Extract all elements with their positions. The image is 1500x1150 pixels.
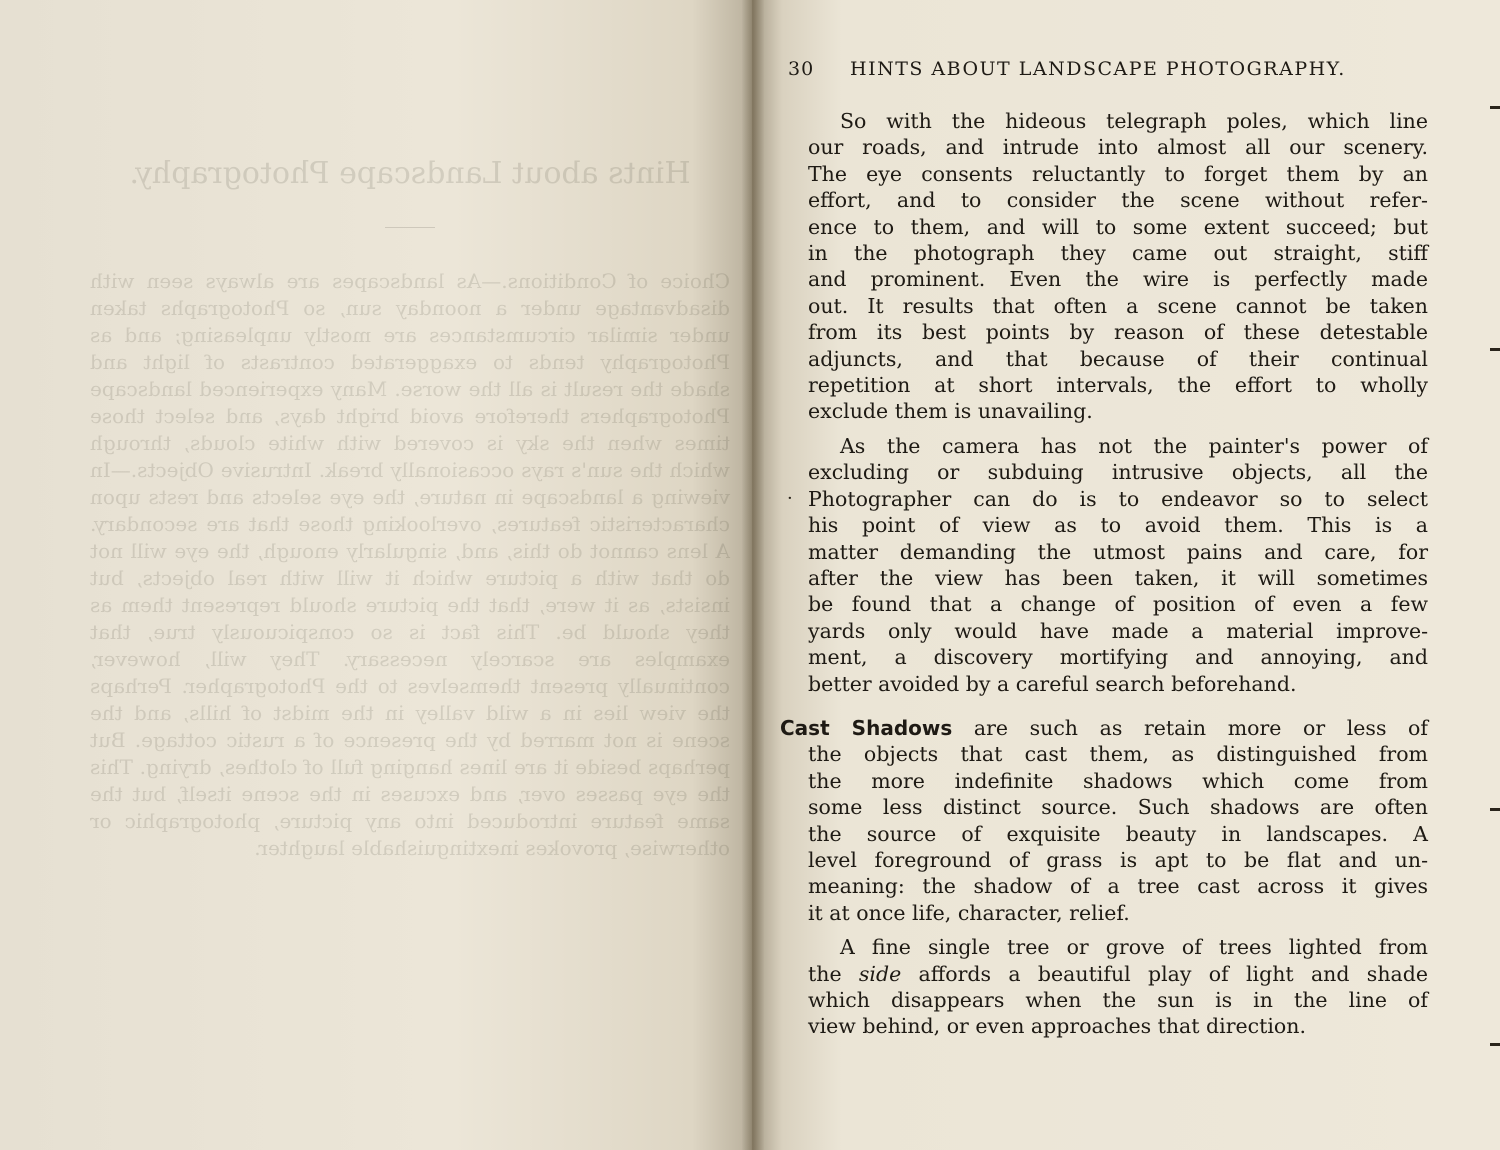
text-line: Photographer can do is to endeavor so to select xyxy=(808,486,1428,511)
text-line: ment, a discovery mortifying and annoying, and xyxy=(808,645,1428,670)
text-line: which disappears when the sun is in the line of xyxy=(808,988,1428,1012)
text-line: effort, and to consider the scene without refer- xyxy=(808,188,1428,213)
text-line: the source of exquisite beauty in landscapes. A xyxy=(808,821,1428,846)
running-head xyxy=(788,58,1368,86)
text-line: in the photograph they came out straight, stiff xyxy=(808,241,1428,266)
text-line: after the view has been taken, it will sometimes xyxy=(808,565,1428,590)
margin-mark: · xyxy=(787,488,793,509)
page-edge-mark xyxy=(1490,348,1500,351)
text-line: the objects that cast them, as distinguished from xyxy=(808,742,1428,767)
text-line xyxy=(808,961,1428,987)
ghost-body: Choice of Conditions.—As landscapes are always seen with disadvantage under a noonday sun, so Photographs taken under similar circumstances are mostly unpleasing; and as Photography tends to exaggerated contrasts of light and shade the result is all the worse. Many experienced landscape Photographers therefore avoid bright days, and select those times when the sky is covered with white clouds, through which the sun's rays occasionally break. Intrusive Objects.—In viewing a landscape in nature, the eye selects and rests upon characteristic features, overlooking those that are secondary. A lens cannot do this, and, singularly enough, the eye will not do that with a picture which it will with real objects, but insists, as it were, that the picture should represent them as they should be. This fact is so conspicuously true, that examples are scarcely necessary. They will, however, continually present themselves to the Photographer. Perhaps the view lies in a wild valley in the midst of hills, and the scene is not marred by the presence of a rustic cottage. But perhaps beside it are lines hanging full of clothes, drying. This the eye passes over, and excuses in the scene itself, but the same feature introduced into any picture, photographic or otherwise, provokes inextinguishable laughter. xyxy=(90,269,730,860)
text-line: meaning: the shadow of a tree cast across it gives xyxy=(808,874,1428,899)
text-line: excluding or subduing intrusive objects, all the xyxy=(808,460,1428,485)
text-run: the xyxy=(808,961,859,986)
ghost-rule xyxy=(385,227,435,228)
text-line: The eye consents reluctantly to forget them by an xyxy=(808,161,1428,186)
book-gutter xyxy=(742,0,764,1150)
text-line: some less distinct source. Such shadows are often xyxy=(808,795,1428,820)
page-edge-mark xyxy=(1490,1043,1500,1046)
text-line: and prominent. Even the wire is perfectly made xyxy=(808,267,1428,292)
text-line: view behind, or even approaches that direction. xyxy=(808,1014,1306,1039)
paragraph-telegraph-poles xyxy=(808,108,1428,425)
section-first-line xyxy=(780,715,1428,741)
page-edge-mark xyxy=(1490,106,1500,109)
text-line: repetition at short intervals, the effort to wholly xyxy=(808,373,1428,398)
section-lines xyxy=(780,741,1428,926)
text-line: matter demanding the utmost pains and care, for xyxy=(808,539,1428,564)
page-text xyxy=(780,108,1428,1040)
text-line: A fine single tree or grove of trees lighted from xyxy=(840,935,1428,960)
text-line: level foreground of grass is apt to be flat and un- xyxy=(808,847,1428,872)
emphasis-side: side xyxy=(858,961,902,986)
section-heading: Cast Shadows xyxy=(780,715,953,740)
paragraph-single-tree xyxy=(808,934,1428,1040)
text-line: So with the hideous telegraph poles, which line xyxy=(840,109,1428,133)
paragraph-camera-power xyxy=(808,433,1428,697)
text-run: affords a beautiful play of light and shade xyxy=(901,961,1428,986)
text-line: As the camera has not the painter's power of xyxy=(840,433,1428,458)
text-line: yards only would have made a material improve- xyxy=(808,618,1428,643)
text-line: adjuncts, and that because of their continual xyxy=(808,346,1428,371)
page-edge-mark xyxy=(1490,808,1500,811)
text-line: be found that a change of position of even a few xyxy=(808,592,1428,617)
text-line: his point of view as to avoid them. This is a xyxy=(808,513,1428,538)
section-cast-shadows xyxy=(780,715,1428,926)
text-line: ence to them, and will to some extent succeed; but xyxy=(808,214,1428,239)
text-line: it at once life, character, relief. xyxy=(808,900,1130,925)
text-line: from its best points by reason of these detestable xyxy=(808,320,1428,345)
running-title: HINTS ABOUT LANDSCAPE PHOTOGRAPHY. xyxy=(850,58,1346,80)
ghost-title: Hints about Landscape Photography. xyxy=(129,156,691,191)
text-line: better avoided by a careful search beforehand. xyxy=(808,671,1297,696)
text-line: our roads, and intrude into almost all our scenery. xyxy=(808,135,1428,160)
show-through-text xyxy=(90,156,730,862)
page-number: 30 xyxy=(788,58,815,80)
text-line: the more indefinite shadows which come from xyxy=(808,768,1428,793)
text-line: out. It results that often a scene cannot be taken xyxy=(808,293,1428,318)
text-line: exclude them is unavailing. xyxy=(808,399,1093,424)
section-first-line-text: are such as retain more or less of xyxy=(952,715,1428,740)
